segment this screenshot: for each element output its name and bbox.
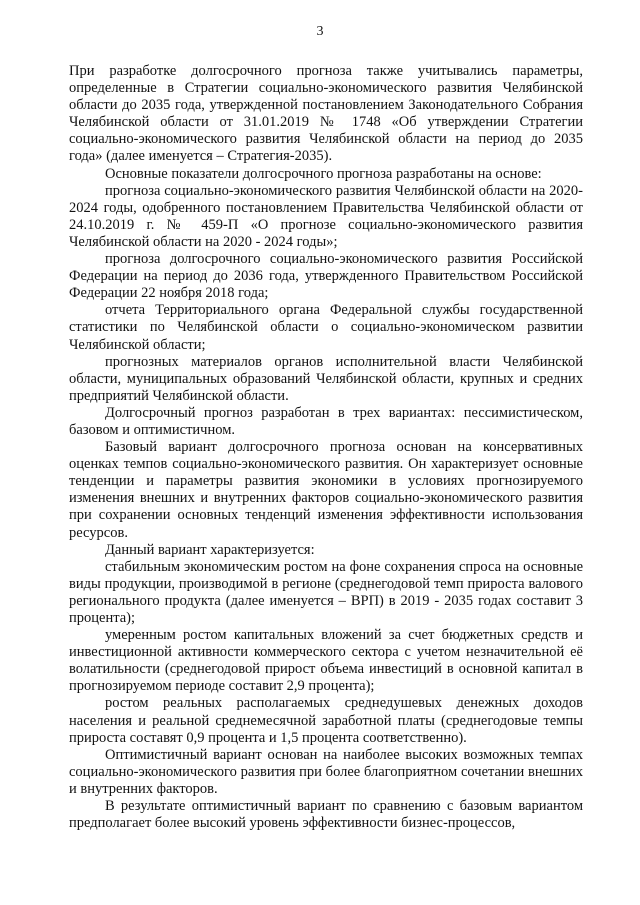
paragraph-three-variants: Долгосрочный прогноз разработан в трех вариантах: пессимистическом, базовом и оптимистичном. xyxy=(69,404,583,438)
page-number: 3 xyxy=(316,24,324,39)
paragraph-forecast-materials: прогнозных материалов органов исполнительной власти Челябинской области, муниципальных образований Челябинской области, крупных и средних предприятий Челябинской области. xyxy=(69,353,583,404)
paragraph-base-variant: Базовый вариант долгосрочного прогноза основан на консервативных оценках темпов социально-экономического развития. Он характеризует основные тенденции и параметры развития экономики в условиях прогнозируемого изменения внешних и внутренних факторов социально-экономического развития при сохранении основных тенденций изменения эффективности использования ресурсов. xyxy=(69,439,583,541)
document-body xyxy=(69,63,583,832)
paragraph-economic-growth: стабильным экономическим ростом на фоне сохранения спроса на основные виды продукции, производимой в регионе (среднегодовой темп прироста валового регионального продукта (далее именуется – ВРП) в 2019 - 2035 годах составит 3 процента); xyxy=(69,558,583,626)
paragraph-regional-forecast: прогноза социально-экономического развития Челябинской области на 2020-2024 годы, одобренного постановлением Правительства Челябинской области от 24.10.2019 г. № 459-П «О прогнозе социально-экономического развития Челябинской области на 2020 - 2024 годы»; xyxy=(69,182,583,250)
paragraph-federal-forecast: прогноза долгосрочного социально-экономического развития Российской Федерации на период до 2036 года, утвержденного Правительством Российской Федерации 22 ноября 2018 года; xyxy=(69,251,583,302)
paragraph-optimistic-variant: Оптимистичный вариант основан на наиболее высоких возможных темпах социально-экономического развития при более благоприятном сочетании внешних и внутренних факторов. xyxy=(69,746,583,797)
paragraph-optimistic-result: В результате оптимистичный вариант по сравнению с базовым вариантом предполагает более высокий уровень эффективности бизнес-процессов, xyxy=(69,798,583,832)
paragraph-income-growth: ростом реальных располагаемых среднедушевых денежных доходов населения и реальной среднемесячной заработной платы (среднегодовые темпы прироста составят 0,9 процента и 1,5 процента соответственно). xyxy=(69,695,583,746)
paragraph-capital-investment: умеренным ростом капитальных вложений за счет бюджетных средств и инвестиционной активности коммерческого сектора с учетом незначительной её волатильности (среднегодовой прирост объема инвестиций в основной капитал в прогнозируемом периоде составит 2,9 процента); xyxy=(69,627,583,695)
paragraph-statistics-report: отчета Территориального органа Федеральной службы государственной статистики по Челябинской области о социально-экономическом развитии Челябинской области; xyxy=(69,302,583,353)
paragraph-basis-intro: Основные показатели долгосрочного прогноза разработаны на основе: xyxy=(105,165,542,182)
paragraph-variant-characteristics: Данный вариант характеризуется: xyxy=(105,541,315,558)
paragraph-strategy-reference: При разработке долгосрочного прогноза также учитывались параметры, определенные в Стратегии социально-экономического развития Челябинской области до 2035 года, утвержденной постановлением Законодательного Собрания Челябинской области от 31.01.2019 № 1748 «Об утверждении Стратегии социально-экономического развития Челябинской области на период до 2035 года» (далее именуется – Стратегия-2035). xyxy=(69,63,583,165)
